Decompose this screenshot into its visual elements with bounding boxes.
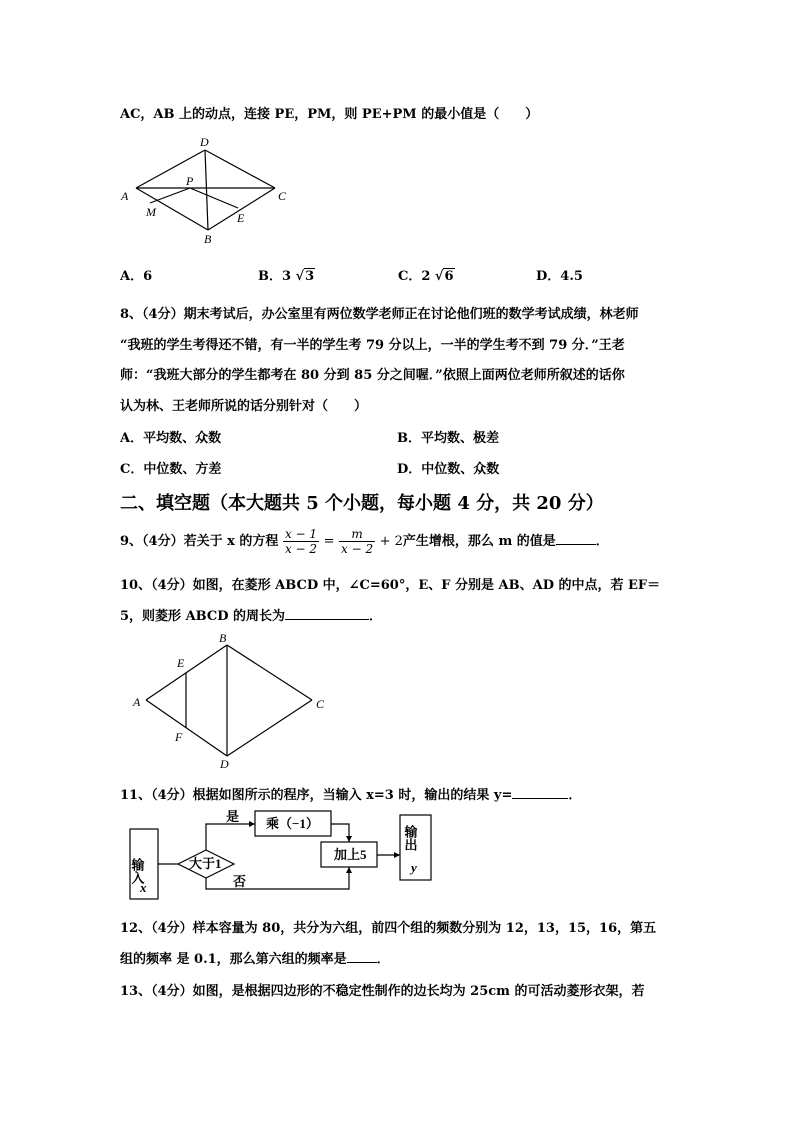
flow-output-label: 输出: [402, 825, 418, 851]
q10-label-b: B: [219, 631, 227, 645]
q10-label-c: C: [316, 697, 325, 711]
q8-line2: “我班的学生考得还不错，有一半的学生考 79 分以上，一半的学生考不到 79 分．”王老: [120, 338, 625, 353]
flow-no: 否: [233, 874, 247, 889]
flow-multiply: 乘（−1）: [266, 816, 319, 831]
q8-option-d: D．中位数、众数: [397, 462, 500, 477]
q7-label-e: E: [237, 211, 245, 225]
q12-line2: 组的频率 是 0.1，那么第六组的频率是 ．: [120, 952, 390, 967]
q9-line: 9、（4分）若关于 x 的方程 $\frac{x - 1}{x - 2}$ = $\frac{m}{x - 2}$ + 2产生增根，那么 m 的值是 ．: [120, 527, 609, 556]
flow-input-var: x: [140, 880, 147, 895]
q7-stem: AC，AB 上的动点，连接 PE，PM，则 PE+PM 的最小值是（ ）: [120, 107, 539, 122]
q8-option-b: B．平均数、极差: [397, 431, 500, 446]
q7-option-b: B．3 √3: [258, 269, 315, 284]
q7-label-a: A: [121, 189, 129, 203]
q12-line1: 12、（4分）样本容量为 80，共分为六组，前四个组的频数分别为 12，13，15，16，第五: [120, 921, 657, 936]
section-heading: 二、填空题（本大题共 5 个小题，每小题 4 分，共 20 分）: [120, 493, 604, 514]
q11-line1: 11、（4分）根据如图所示的程序，当输入 x=3 时，输出的结果 y= ．: [120, 788, 582, 803]
q10-label-f: F: [175, 730, 183, 744]
q7-label-m: M: [146, 205, 156, 219]
flow-condition: 大于1: [189, 856, 222, 871]
q9-fraction-2: $\frac{m}{x - 2}$: [341, 527, 374, 556]
q9-fraction-1: $\frac{x - 1}{x - 2}$: [284, 527, 318, 556]
q8-line1: 8、（4分）期末考试后，办公室里有两位数学老师正在讨论他们班的数学考试成绩，林老师: [120, 307, 639, 322]
q13-line1: 13、（4分）如图，是根据四边形的不稳定性制作的边长均为 25cm 的可活动菱形衣架，若: [120, 984, 645, 999]
q8-option-a: A．平均数、众数: [120, 431, 222, 446]
flow-output-var: y: [411, 860, 417, 875]
q7-option-d: D．4.5: [536, 269, 583, 284]
q8-line3: 师：“我班大部分的学生都考在 80 分到 85 分之间喔．”依照上面两位老师所叙述的话你: [120, 368, 625, 383]
flow-add: 加上5: [334, 847, 367, 862]
q7-option-a: A．6: [120, 269, 153, 284]
flow-input-label: 输入: [129, 858, 145, 884]
q7-label-d: D: [200, 135, 209, 149]
q10-label-e: E: [177, 656, 185, 670]
q9-suffix: 产生增根，那么 m 的值是: [402, 534, 556, 549]
q10-line2: 5，则菱形 ABCD 的周长为 ．: [120, 609, 383, 624]
q7-label-b: B: [204, 232, 212, 246]
q12-answer-blank[interactable]: [347, 950, 377, 963]
q7-label-c: C: [278, 189, 287, 203]
q7-label-p: P: [186, 174, 194, 188]
flow-yes: 是: [226, 809, 240, 824]
q10-label-a: A: [133, 695, 141, 709]
q9-prefix: 9、（4分）若关于 x 的方程: [120, 534, 279, 549]
q10-label-d: D: [220, 757, 229, 771]
q7-option-c: C．2 √6: [398, 269, 454, 284]
q8-option-c: C．中位数、方差: [120, 462, 222, 477]
q10-line1: 10、（4分）如图，在菱形 ABCD 中，∠C=60°，E、F 分别是 AB、AD 的中点，若 EF＝: [120, 578, 661, 593]
q8-line4: 认为林、王老师所说的话分别针对（ ）: [120, 399, 368, 414]
